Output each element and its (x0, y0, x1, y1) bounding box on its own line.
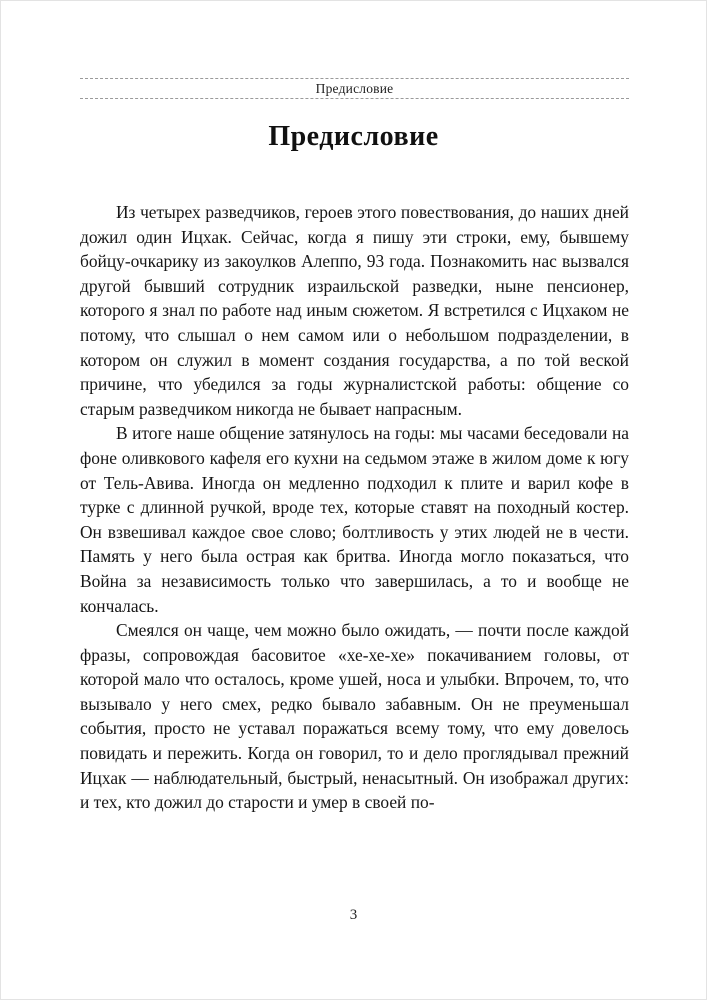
paragraph-2: В итоге наше общение затянулось на годы: мы часами беседовали на фоне оливкового кафеля его кухни на седьмом этаже в жилом доме к югу от Тель-Авива. Иногда он медленно подходил к плите и варил кофе в турке с длинной ручкой, вроде тех, которые ставят на походный костер. Он взвешивал каждое свое слово; болтливость у этих людей не в чести. Память у него была острая как бритва. Иногда могло показаться, что Война за независимость только что завершилась, а то и вообще не кончалась. (80, 423, 629, 616)
running-header-text: Предисловие (315, 81, 394, 96)
paragraph-3: Смеялся он чаще, чем можно было ожидать, — почти после каждой фразы, сопровождая басовитое «хе-хе-хе» покачиванием головы, от которой мало что осталось, кроме ушей, носа и улыбки. Впрочем, то, что вызывало у него смех, редко бывало забавным. Он не преуменьшал события, просто не уставал поражаться всему тому, что ему довелось повидать и пережить. Когда он говорил, то и дело проглядывал прежний Ицхак — наблюдательный, быстрый, ненасытный. Он изображал других: и тех, кто дожил до старости и умер в своей по- (80, 620, 629, 813)
running-header (80, 78, 629, 99)
paragraph-1: Из четырех разведчиков, героев этого повествования, до наших дней дожил один Ицхак. Сейчас, когда я пишу эти строки, ему, бывшему бойцу-очкарику из закоулков Алеппо, 93 года. Познакомить нас вызвался другой бывший сотрудник израильской разведки, ныне пенсионер, которого я знал по работе над иным сюжетом. Я встретился с Ицхаком не потому, что слышал о нем самом или о небольшом подразделении, в котором он служил в момент создания государства, а по той веской причине, что убедился за годы журналистской работы: общение со старым разведчиком никогда не бывает напрасным. (80, 202, 629, 419)
chapter-title: Предисловие (268, 121, 439, 152)
page-number: 3 (349, 907, 358, 923)
body-text (80, 200, 629, 815)
header-rule-bottom (80, 98, 629, 99)
